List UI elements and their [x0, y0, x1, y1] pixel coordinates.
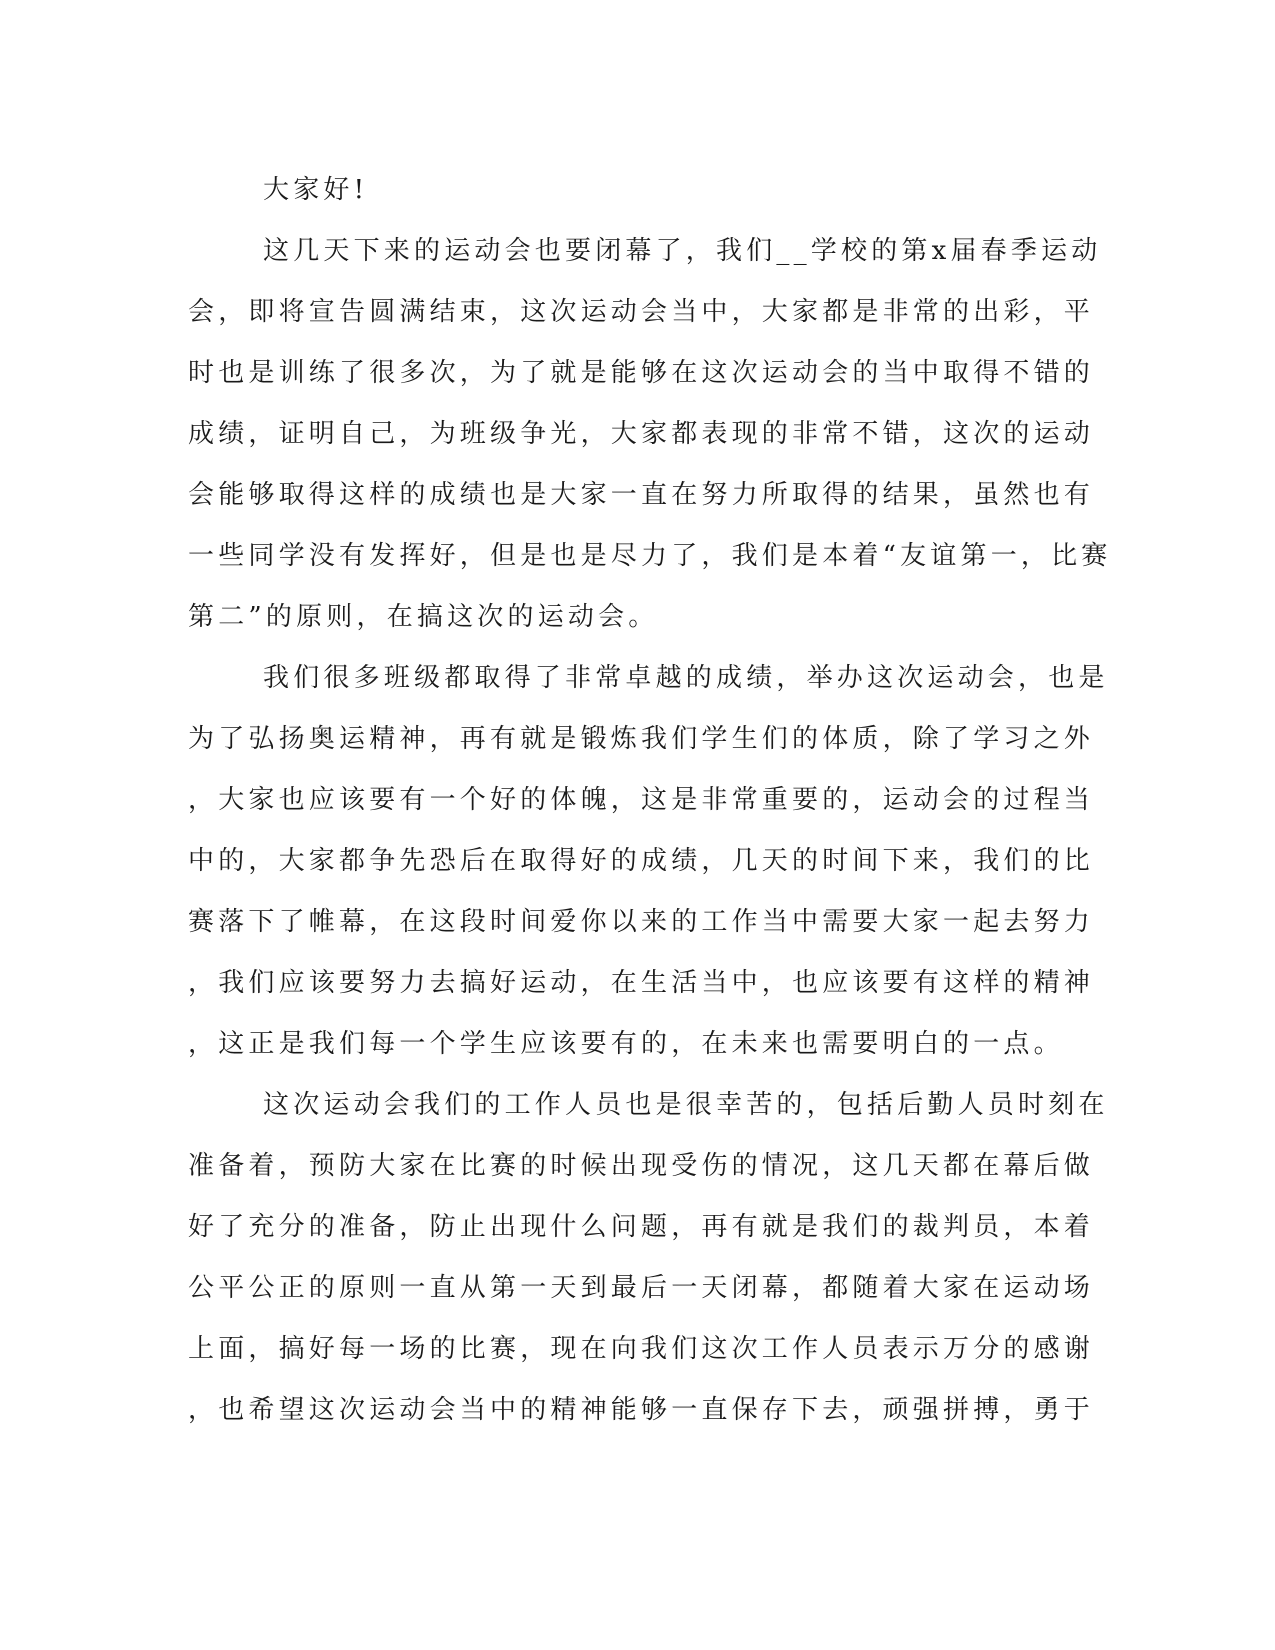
paragraph-line: 我们很多班级都取得了非常卓越的成绩，举办这次运动会，也是: [263, 663, 1109, 693]
paragraph-line: 这几天下来的运动会也要闭幕了，我们__学校的第x届春季运动: [263, 236, 1102, 266]
paragraph-line: ，也希望这次运动会当中的精神能够一直保存下去，顽强拼搏，勇于: [188, 1395, 1095, 1425]
paragraph-line: ，我们应该要努力去搞好运动，在生活当中，也应该要有这样的精神: [188, 968, 1095, 998]
paragraph-line: 为了弘扬奥运精神，再有就是锻炼我们学生们的体质，除了学习之外: [188, 724, 1095, 754]
paragraph-2: [188, 648, 1109, 1075]
paragraph-line: 上面，搞好每一场的比赛，现在向我们这次工作人员表示万分的感谢: [188, 1334, 1095, 1364]
paragraph-line: 成绩，证明自己，为班级争光，大家都表现的非常不错，这次的运动: [188, 419, 1095, 449]
paragraph-line: 准备着，预防大家在比赛的时候出现受伤的情况，这几天都在幕后做: [188, 1151, 1095, 1181]
paragraph-3: [188, 1075, 1109, 1441]
paragraph-line: 会，即将宣告圆满结束，这次运动会当中，大家都是非常的出彩，平: [188, 297, 1095, 327]
paragraph-line: ，大家也应该要有一个好的体魄，这是非常重要的，运动会的过程当: [188, 785, 1095, 815]
paragraph-line: 公平公正的原则一直从第一天到最后一天闭幕，都随着大家在运动场: [188, 1273, 1095, 1303]
paragraph-line: 会能够取得这样的成绩也是大家一直在努力所取得的结果，虽然也有: [188, 480, 1095, 510]
paragraph-line: 好了充分的准备，防止出现什么问题，再有就是我们的裁判员，本着: [188, 1212, 1095, 1242]
paragraph-line: 第二”的原则，在搞这次的运动会。: [188, 602, 659, 632]
paragraph-line: 这次运动会我们的工作人员也是很幸苦的，包括后勤人员时刻在: [263, 1090, 1109, 1120]
paragraph-line: 中的，大家都争先恐后在取得好的成绩，几天的时间下来，我们的比: [188, 846, 1095, 876]
document-body: [188, 160, 1112, 1441]
paragraph-1: [188, 221, 1112, 648]
paragraph-line: 一些同学没有发挥好，但是也是尽力了，我们是本着“友谊第一，比赛: [188, 541, 1112, 571]
paragraph-line: ，这正是我们每一个学生应该要有的，在未来也需要明白的一点。: [188, 1029, 1064, 1059]
paragraph-line: 时也是训练了很多次，为了就是能够在这次运动会的当中取得不错的: [188, 358, 1095, 388]
paragraph-line: 赛落下了帷幕，在这段时间爱你以来的工作当中需要大家一起去努力: [188, 907, 1095, 937]
greeting-line: 大家好!: [263, 175, 369, 205]
